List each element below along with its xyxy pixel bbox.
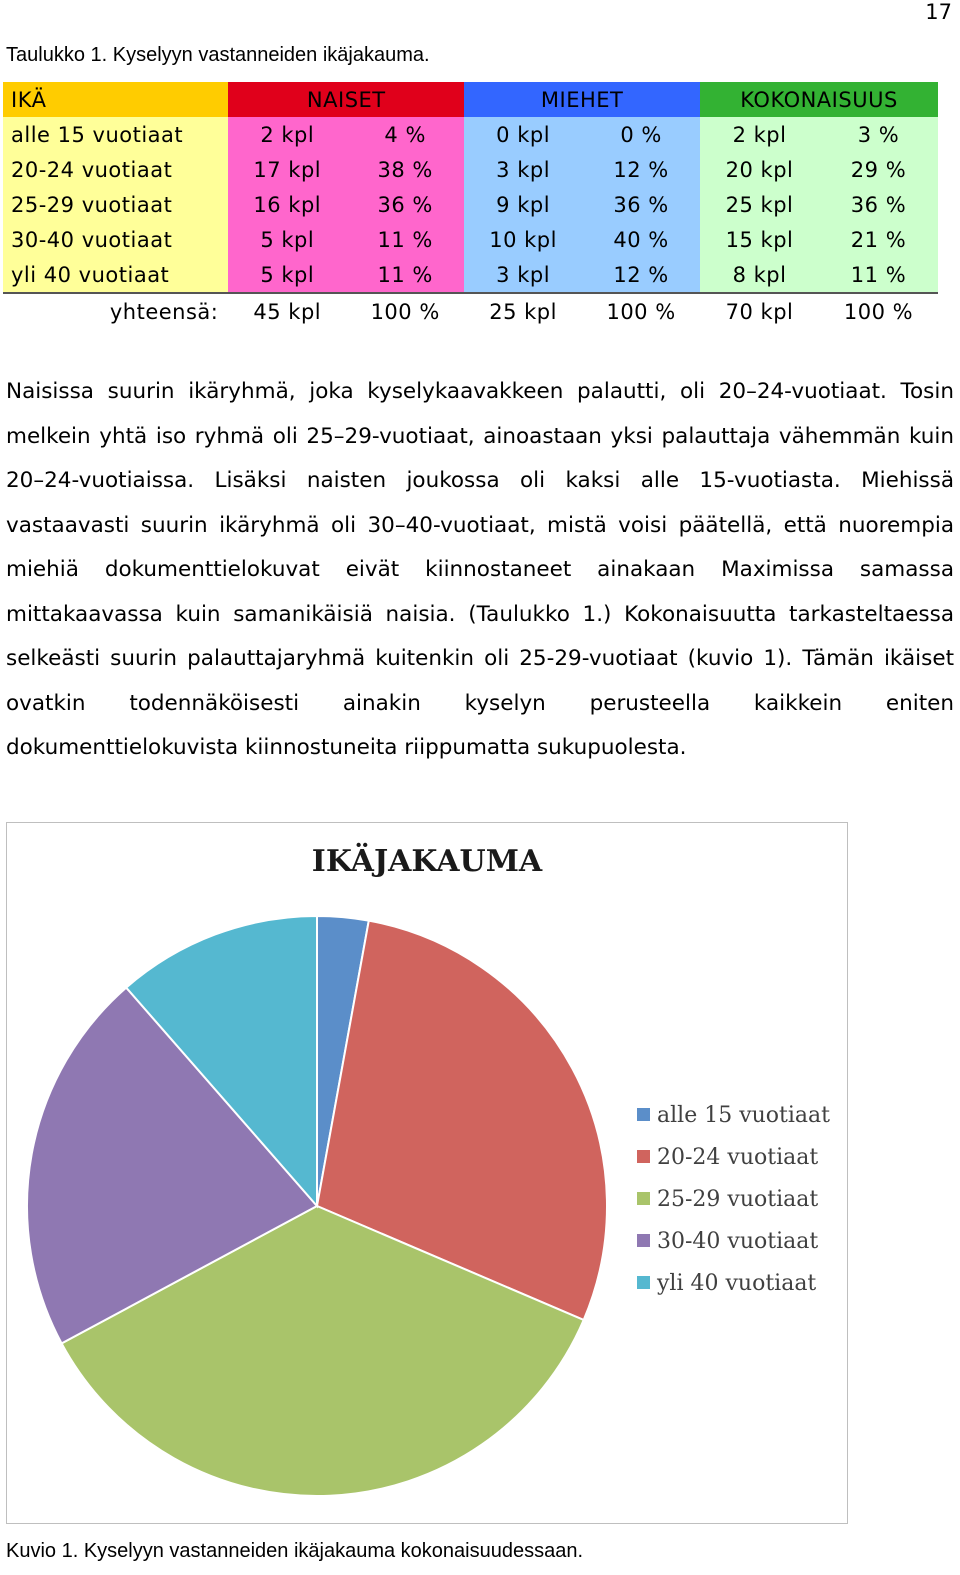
page-number: 17 xyxy=(925,0,952,24)
row-total-percent: 36 % xyxy=(819,187,938,222)
row-age-label: 25-29 vuotiaat xyxy=(3,187,228,222)
row-men-count: 9 kpl xyxy=(464,187,582,222)
total-all-percent: 100 % xyxy=(819,293,938,329)
row-women-percent: 4 % xyxy=(346,117,464,152)
row-total-percent: 11 % xyxy=(819,257,938,293)
total-all-count: 70 kpl xyxy=(700,293,819,329)
row-age-label: 20-24 vuotiaat xyxy=(3,152,228,187)
table-row xyxy=(3,222,938,257)
row-men-percent: 36 % xyxy=(582,187,700,222)
figure-caption: Kuvio 1. Kyselyyn vastanneiden ikäjakauma kokonaisuudessaan. xyxy=(6,1540,584,1562)
row-total-percent: 29 % xyxy=(819,152,938,187)
header-age: IKÄ xyxy=(3,82,228,117)
table-body xyxy=(3,117,938,293)
total-men-percent: 100 % xyxy=(582,293,700,329)
legend-label: 25-29 vuotiaat xyxy=(657,1187,819,1212)
row-men-count: 3 kpl xyxy=(464,152,582,187)
row-total-count: 25 kpl xyxy=(700,187,819,222)
legend-swatch xyxy=(637,1276,650,1289)
legend-label: alle 15 vuotiaat xyxy=(657,1103,830,1128)
row-men-percent: 40 % xyxy=(582,222,700,257)
header-men: MIEHET xyxy=(464,82,700,117)
row-men-percent: 12 % xyxy=(582,257,700,293)
legend-label: yli 40 vuotiaat xyxy=(657,1271,817,1296)
table-total-row xyxy=(3,293,938,329)
table-header-row xyxy=(3,82,938,117)
header-women: NAISET xyxy=(228,82,464,117)
row-total-count: 2 kpl xyxy=(700,117,819,152)
header-total: KOKONAISUUS xyxy=(700,82,938,117)
age-distribution-table xyxy=(3,82,938,329)
row-total-count: 15 kpl xyxy=(700,222,819,257)
pie-chart-frame xyxy=(6,822,848,1524)
legend-swatch xyxy=(637,1234,650,1247)
legend-label: 30-40 vuotiaat xyxy=(657,1229,819,1254)
row-age-label: yli 40 vuotiaat xyxy=(3,257,228,293)
total-women-percent: 100 % xyxy=(346,293,464,329)
row-women-count: 2 kpl xyxy=(228,117,346,152)
row-women-percent: 36 % xyxy=(346,187,464,222)
row-total-percent: 3 % xyxy=(819,117,938,152)
chart-title: IKÄJAKAUMA xyxy=(311,844,543,879)
total-men-count: 25 kpl xyxy=(464,293,582,329)
row-men-percent: 12 % xyxy=(582,152,700,187)
body-text xyxy=(6,370,954,771)
table-caption: Taulukko 1. Kyselyyn vastanneiden ikäjakauma. xyxy=(6,44,430,66)
row-men-count: 0 kpl xyxy=(464,117,582,152)
row-men-percent: 0 % xyxy=(582,117,700,152)
legend-swatch xyxy=(637,1108,650,1121)
row-women-percent: 11 % xyxy=(346,257,464,293)
row-women-percent: 38 % xyxy=(346,152,464,187)
row-women-percent: 11 % xyxy=(346,222,464,257)
row-women-count: 17 kpl xyxy=(228,152,346,187)
row-age-label: alle 15 vuotiaat xyxy=(3,117,228,152)
table-row xyxy=(3,117,938,152)
row-age-label: 30-40 vuotiaat xyxy=(3,222,228,257)
total-label: yhteensä: xyxy=(3,293,228,329)
table-row xyxy=(3,152,938,187)
row-total-count: 8 kpl xyxy=(700,257,819,293)
legend-swatch xyxy=(637,1192,650,1205)
row-women-count: 16 kpl xyxy=(228,187,346,222)
legend-label: 20-24 vuotiaat xyxy=(657,1145,819,1170)
pie-chart xyxy=(7,823,847,1523)
row-women-count: 5 kpl xyxy=(228,222,346,257)
legend-swatch xyxy=(637,1150,650,1163)
table-row xyxy=(3,257,938,293)
row-women-count: 5 kpl xyxy=(228,257,346,293)
body-paragraph: Naisissa suurin ikäryhmä, joka kyselykaavakkeen palautti, oli 20–24-vuotiaat. Tosin melkein yhtä iso ryhmä oli 25–29-vuotiaat, ainoastaan yksi palauttaja vähemmän kuin 20–24-vuotiaissa. Lisäksi naisten joukossa oli kaksi alle 15-vuotiasta. Miehissä vastaavasti suurin ikäryhmä oli 30–40-vuotiaat, mistä voisi päätellä, että nuorempia miehiä dokumenttielokuvat eivät kiinnostaneet ainakaan Maximissa samassa mittakaavassa kuin samanikäisiä naisia. (Taulukko 1.) Kokonaisuutta tarkasteltaessa selkeästi suurin palauttajaryhmä kuitenkin oli 25-29-vuotiaat (kuvio 1). Tämän ikäiset ovatkin todennäköisesti ainakin kyselyn perusteella kaikkein eniten dokumenttielokuvista kiinnostuneita riippumatta sukupuolesta. xyxy=(6,379,954,760)
row-total-count: 20 kpl xyxy=(700,152,819,187)
row-total-percent: 21 % xyxy=(819,222,938,257)
table-row xyxy=(3,187,938,222)
chart-legend xyxy=(637,1103,830,1296)
row-men-count: 3 kpl xyxy=(464,257,582,293)
total-women-count: 45 kpl xyxy=(228,293,346,329)
pie-slices xyxy=(27,916,607,1496)
row-men-count: 10 kpl xyxy=(464,222,582,257)
